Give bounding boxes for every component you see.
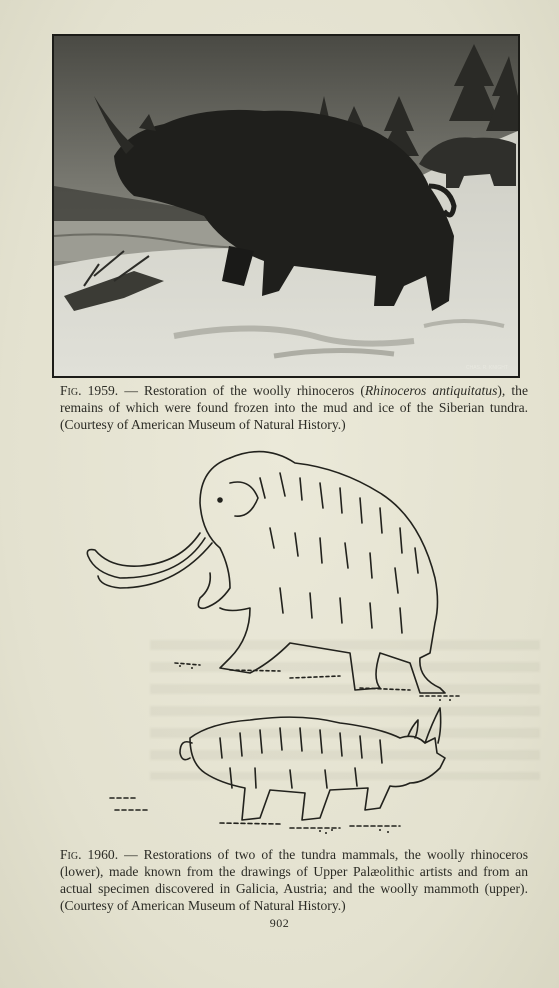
figure-1959-label: Fig. 1959. bbox=[60, 383, 119, 398]
caption-1959-text-before: — Restoration of the woolly rhinoceros ( bbox=[118, 383, 365, 398]
caption-1960-text: — Restorations of two of the tundra mammals, the woolly rhinoceros (lower), made known from the drawings of Upper Palæolithic artists and from an actual specimen discovered in Galicia, Austria; and the woolly mammoth (upper). (Courtesy of American Museum of Natural History.) bbox=[60, 847, 528, 913]
rhino-outline bbox=[190, 717, 445, 820]
figure-1959-caption bbox=[60, 382, 528, 433]
mammoth-rhino-drawing bbox=[80, 438, 480, 843]
figure-1960-caption bbox=[60, 846, 528, 914]
rhinoceros-painting bbox=[54, 36, 518, 376]
mammoth-outline bbox=[220, 452, 445, 693]
caption-1959-text-after: ), the remains of which were found frozen into the mud and ice of the Siberian tundra. (Courtesy of American Museum of Natural History.) bbox=[60, 383, 529, 432]
painting-signature: CHAS. R. KNIGHT bbox=[466, 365, 508, 371]
figure-1960-label: Fig. 1960. bbox=[60, 847, 119, 862]
page-number: 902 bbox=[269, 916, 290, 930]
rhinoceros-painting-plate bbox=[52, 34, 520, 378]
scientific-name: Rhinoceros antiquitatus bbox=[364, 383, 498, 398]
mammoth-rhino-illustration bbox=[80, 438, 480, 843]
